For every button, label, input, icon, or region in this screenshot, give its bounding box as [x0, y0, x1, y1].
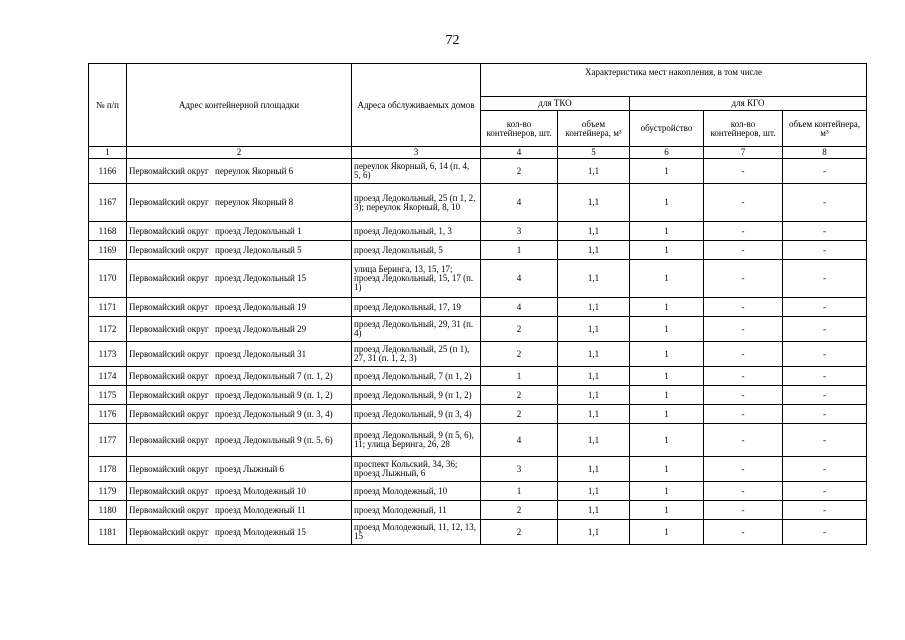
site-street: проезд Ледокольный 9 (п. 1, 2) — [215, 389, 333, 400]
kgo-equipment: 1 — [630, 260, 704, 298]
site-address-cell — [127, 222, 352, 241]
site-street: проезд Ледокольный 5 — [215, 244, 302, 255]
row-number: 1178 — [89, 457, 127, 482]
kgo-count: - — [704, 424, 783, 457]
tko-count: 1 — [481, 367, 558, 386]
kgo-volume: - — [783, 405, 867, 424]
tko-count: 4 — [481, 298, 558, 317]
tko-count: 3 — [481, 457, 558, 482]
served-addresses: проезд Ледокольный, 9 (п 1, 2) — [352, 386, 481, 405]
header-num: № п/п — [89, 64, 127, 147]
kgo-count: - — [704, 520, 783, 545]
district: Первомайский округ — [129, 301, 209, 312]
site-address-cell — [127, 386, 352, 405]
column-numbers-row — [89, 147, 867, 159]
tko-volume: 1,1 — [558, 520, 630, 545]
served-addresses: проезд Ледокольный, 1, 3 — [352, 222, 481, 241]
kgo-equipment: 1 — [630, 367, 704, 386]
served-addresses: проезд Ледокольный, 7 (п 1, 2) — [352, 367, 481, 386]
site-street: проезд Ледокольный 9 (п. 3, 4) — [215, 408, 333, 419]
tko-volume: 1,1 — [558, 317, 630, 342]
column-number: 7 — [704, 147, 783, 159]
kgo-count: - — [704, 184, 783, 222]
tko-volume: 1,1 — [558, 367, 630, 386]
row-number: 1175 — [89, 386, 127, 405]
site-street: проезд Молодежный 10 — [215, 485, 306, 496]
tko-volume: 1,1 — [558, 241, 630, 260]
row-number: 1170 — [89, 260, 127, 298]
site-street: проезд Ледокольный 7 (п. 1, 2) — [215, 370, 333, 381]
column-number: 4 — [481, 147, 558, 159]
tko-count: 2 — [481, 405, 558, 424]
served-addresses: переулок Якорный, 6, 14 (п. 4, 5, 6) — [352, 159, 481, 184]
kgo-count: - — [704, 457, 783, 482]
kgo-equipment: 1 — [630, 405, 704, 424]
table-header — [89, 64, 867, 159]
table-row — [89, 342, 867, 367]
table-row — [89, 501, 867, 520]
site-street: проезд Ледокольный 1 — [215, 225, 302, 236]
table-row — [89, 457, 867, 482]
site-street: проезд Молодежный 11 — [215, 504, 306, 515]
column-number: 2 — [127, 147, 352, 159]
site-address-cell — [127, 501, 352, 520]
site-address-cell — [127, 260, 352, 298]
site-street: проезд Ледокольный 19 — [215, 301, 307, 312]
header-kgo: для КГО — [630, 97, 867, 111]
row-number: 1180 — [89, 501, 127, 520]
header-kgo-count: кол-во контейнеров, шт. — [704, 111, 783, 147]
site-street: проезд Ледокольный 29 — [215, 323, 307, 334]
tko-count: 3 — [481, 222, 558, 241]
tko-count: 4 — [481, 260, 558, 298]
row-number: 1168 — [89, 222, 127, 241]
kgo-count: - — [704, 501, 783, 520]
table-row — [89, 159, 867, 184]
tko-volume: 1,1 — [558, 405, 630, 424]
kgo-volume: - — [783, 317, 867, 342]
row-number: 1181 — [89, 520, 127, 545]
tko-volume: 1,1 — [558, 298, 630, 317]
site-address-cell — [127, 342, 352, 367]
site-address-cell — [127, 482, 352, 501]
tko-volume: 1,1 — [558, 501, 630, 520]
row-number: 1167 — [89, 184, 127, 222]
tko-volume: 1,1 — [558, 386, 630, 405]
kgo-equipment: 1 — [630, 241, 704, 260]
site-address-cell — [127, 317, 352, 342]
tko-volume: 1,1 — [558, 222, 630, 241]
kgo-count: - — [704, 405, 783, 424]
header-tko-volume: объем контейнера, м³ — [558, 111, 630, 147]
kgo-volume: - — [783, 184, 867, 222]
served-addresses: проспект Кольский, 34, 36; проезд Лыжный, 6 — [352, 457, 481, 482]
column-number: 1 — [89, 147, 127, 159]
tko-count: 2 — [481, 501, 558, 520]
header-tko-count: кол-во контейнеров, шт. — [481, 111, 558, 147]
kgo-equipment: 1 — [630, 342, 704, 367]
site-address-cell — [127, 520, 352, 545]
kgo-volume: - — [783, 298, 867, 317]
kgo-count: - — [704, 342, 783, 367]
kgo-equipment: 1 — [630, 159, 704, 184]
kgo-volume: - — [783, 241, 867, 260]
district: Первомайский округ — [129, 434, 209, 445]
kgo-count: - — [704, 159, 783, 184]
tko-volume: 1,1 — [558, 482, 630, 501]
site-address-cell — [127, 184, 352, 222]
kgo-volume: - — [783, 424, 867, 457]
district: Первомайский округ — [129, 348, 209, 359]
table-row — [89, 241, 867, 260]
kgo-count: - — [704, 298, 783, 317]
tko-count: 2 — [481, 317, 558, 342]
tko-volume: 1,1 — [558, 457, 630, 482]
site-address-cell — [127, 457, 352, 482]
kgo-count: - — [704, 386, 783, 405]
table-body — [89, 159, 867, 545]
tko-volume: 1,1 — [558, 184, 630, 222]
site-address-cell — [127, 405, 352, 424]
tko-count: 2 — [481, 386, 558, 405]
kgo-count: - — [704, 317, 783, 342]
row-number: 1174 — [89, 367, 127, 386]
site-street: проезд Ледокольный 15 — [215, 273, 307, 283]
table-row — [89, 317, 867, 342]
table-row — [89, 298, 867, 317]
tko-count: 1 — [481, 482, 558, 501]
site-address-cell — [127, 298, 352, 317]
site-street: проезд Ледокольный 31 — [215, 348, 307, 359]
served-addresses: проезд Ледокольный, 29, 31 (п. 4) — [352, 317, 481, 342]
header-served-addresses: Адреса обслуживаемых домов — [352, 64, 481, 147]
row-number: 1172 — [89, 317, 127, 342]
kgo-count: - — [704, 260, 783, 298]
row-number: 1166 — [89, 159, 127, 184]
kgo-volume: - — [783, 501, 867, 520]
site-street: переулок Якорный 6 — [215, 165, 294, 176]
row-number: 1179 — [89, 482, 127, 501]
column-number: 3 — [352, 147, 481, 159]
header-kgo-volume: объем контейнера, м³ — [783, 111, 867, 147]
kgo-volume: - — [783, 520, 867, 545]
served-addresses: проезд Молодежный, 11 — [352, 501, 481, 520]
kgo-volume: - — [783, 222, 867, 241]
page-number: 72 — [445, 33, 460, 48]
district: Первомайский округ — [129, 504, 209, 515]
kgo-equipment: 1 — [630, 457, 704, 482]
row-number: 1177 — [89, 424, 127, 457]
kgo-volume: - — [783, 367, 867, 386]
served-addresses: проезд Молодежный, 11, 12, 13, 15 — [352, 520, 481, 545]
tko-volume: 1,1 — [558, 424, 630, 457]
column-number: 6 — [630, 147, 704, 159]
district: Первомайский округ — [129, 225, 209, 236]
kgo-count: - — [704, 482, 783, 501]
kgo-equipment: 1 — [630, 298, 704, 317]
kgo-equipment: 1 — [630, 520, 704, 545]
header-kgo-equipment: обустройство — [630, 111, 704, 147]
row-number: 1176 — [89, 405, 127, 424]
served-addresses: проезд Ледокольный, 9 (п 5, 6), 11; улица Беринга, 26, 28 — [352, 424, 481, 457]
kgo-volume: - — [783, 482, 867, 501]
tko-volume: 1,1 — [558, 342, 630, 367]
header-site-address: Адрес контейнерной площадки — [127, 64, 352, 147]
kgo-count: - — [704, 241, 783, 260]
served-addresses: проезд Ледокольный, 25 (п 1), 27, 31 (п. 1, 2, 3) — [352, 342, 481, 367]
table-row — [89, 260, 867, 298]
site-address-cell — [127, 159, 352, 184]
tko-volume: 1,1 — [558, 159, 630, 184]
site-street: проезд Ледокольный 9 (п. 5, 6) — [215, 434, 333, 445]
tko-count: 2 — [481, 159, 558, 184]
site-street: переулок Якорный 8 — [215, 197, 294, 207]
district: Первомайский округ — [129, 389, 209, 400]
header-characteristics: Характеристика мест накопления, в том числе — [481, 64, 867, 97]
served-addresses: улица Беринга, 13, 15, 17; проезд Ледокольный, 15, 17 (п. 1) — [352, 260, 481, 298]
district: Первомайский округ — [129, 485, 209, 496]
kgo-equipment: 1 — [630, 482, 704, 501]
district: Первомайский округ — [129, 244, 209, 255]
tko-count: 4 — [481, 184, 558, 222]
district: Первомайский округ — [129, 273, 209, 283]
table-row — [89, 184, 867, 222]
district: Первомайский округ — [129, 323, 209, 334]
kgo-equipment: 1 — [630, 317, 704, 342]
table-row — [89, 367, 867, 386]
served-addresses: проезд Ледокольный, 25 (п 1, 2, 3); переулок Якорный, 8, 10 — [352, 184, 481, 222]
kgo-equipment: 1 — [630, 424, 704, 457]
tko-count: 2 — [481, 520, 558, 545]
site-street: проезд Лыжный 6 — [215, 463, 285, 474]
district: Первомайский округ — [129, 197, 209, 207]
kgo-volume: - — [783, 260, 867, 298]
kgo-equipment: 1 — [630, 501, 704, 520]
district: Первомайский округ — [129, 526, 209, 537]
header-tko: для ТКО — [481, 97, 630, 111]
tko-count: 1 — [481, 241, 558, 260]
table-row — [89, 405, 867, 424]
row-number: 1173 — [89, 342, 127, 367]
served-addresses: проезд Молодежный, 10 — [352, 482, 481, 501]
row-number: 1171 — [89, 298, 127, 317]
served-addresses: проезд Ледокольный, 17, 19 — [352, 298, 481, 317]
kgo-volume: - — [783, 457, 867, 482]
table-row — [89, 482, 867, 501]
served-addresses: проезд Ледокольный, 9 (п 3, 4) — [352, 405, 481, 424]
site-street: проезд Молодежный 15 — [215, 526, 306, 537]
column-number: 5 — [558, 147, 630, 159]
district: Первомайский округ — [129, 463, 209, 474]
kgo-count: - — [704, 367, 783, 386]
served-addresses: проезд Ледокольный, 5 — [352, 241, 481, 260]
tko-count: 4 — [481, 424, 558, 457]
kgo-count: - — [704, 222, 783, 241]
column-number: 8 — [783, 147, 867, 159]
district: Первомайский округ — [129, 408, 209, 419]
table-row — [89, 520, 867, 545]
site-address-cell — [127, 367, 352, 386]
site-address-cell — [127, 241, 352, 260]
kgo-equipment: 1 — [630, 184, 704, 222]
kgo-volume: - — [783, 386, 867, 405]
tko-count: 2 — [481, 342, 558, 367]
table-row — [89, 424, 867, 457]
district: Первомайский округ — [129, 165, 209, 176]
tko-volume: 1,1 — [558, 260, 630, 298]
row-number: 1169 — [89, 241, 127, 260]
kgo-volume: - — [783, 159, 867, 184]
kgo-equipment: 1 — [630, 386, 704, 405]
kgo-equipment: 1 — [630, 222, 704, 241]
district: Первомайский округ — [129, 370, 209, 381]
container-sites-table — [88, 63, 867, 545]
site-address-cell — [127, 424, 352, 457]
kgo-volume: - — [783, 342, 867, 367]
table-row — [89, 386, 867, 405]
table-row — [89, 222, 867, 241]
